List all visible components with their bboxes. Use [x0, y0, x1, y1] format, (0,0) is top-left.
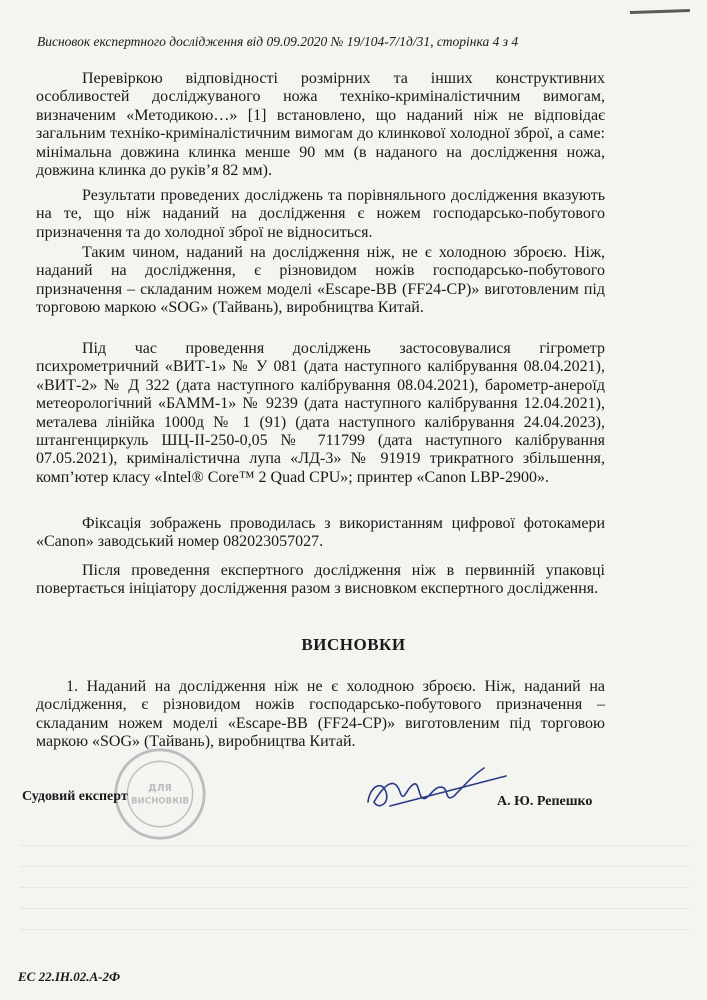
svg-text:ВИСНОВКІВ: ВИСНОВКІВ: [130, 796, 190, 807]
corner-mark: [630, 9, 690, 20]
expert-name: А. Ю. Репешко: [497, 794, 593, 809]
paragraph-results: Результати проведених досліджень та порівняльного дослідження вказують на те, що ніж наданий на дослідження є ножем господарсько-побутового призначення та до холодної зброї не відноситься.: [36, 187, 605, 241]
conclusion-item-1: 1. Наданий на дослідження ніж не є холодною зброєю. Ніж, наданий на дослідження, є різновидом ножів господарсько-побутового призначення – складаним ножем моделі «Escape-BB (FF24-CP)» виготовленим під торговою маркою «SOG» (Тайвань), виробництва Китай.: [36, 678, 605, 751]
form-code: ЕС 22.IH.02.A-2Ф: [18, 969, 121, 984]
paragraph-summary: Таким чином, наданий на дослідження ніж, не є холодною зброєю. Ніж, наданий на дослідження, є різновидом ножів господарсько-побутового призначення – складаним ножем моделі «Escape-BB (FF24-CP)» виготовленим під торговою маркою «SOG» (Тайвань), виробництва Китай.: [36, 244, 605, 317]
bleed-through-text: [20, 845, 690, 950]
paragraph-photo: Фіксація зображень проводилась з використанням цифрової фотокамери «Canon» заводський номер 082023057027.: [36, 515, 605, 551]
paragraph-return: Після проведення експертного дослідження ніж в первинній упаковці повертається ініціатору дослідження разом з висновком експертного дослідження.: [36, 562, 605, 598]
page-header: Висновок експертного дослідження від 09.09.2020 № 19/104-7/1д/31, сторінка 4 з 4: [37, 34, 519, 49]
svg-text:ДЛЯ: ДЛЯ: [148, 783, 172, 795]
paragraph-verification: Перевіркою відповідності розмірних та інших конструктивних особливостей досліджуваного ножа техніко-криміналістичним вимогам, визначеним «Методикою…» [1] встановлено, що наданий ніж не відповідає загальним техніко-криміналістичним вимогам до клинкової холодної зброї, а саме: мінімальна довжина клинка менше 90 мм (в наданого на дослідження ножа, довжина клинка до руків’я 82 мм).: [36, 70, 605, 180]
handwritten-signature: [360, 758, 510, 820]
expert-role-label: Судовий експерт: [22, 789, 128, 804]
paragraph-instruments: Під час проведення досліджень застосовувалися гігрометр психрометричний «ВИТ-1» № У 081 (дата наступного калібрування 08.04.2021), «ВИТ-2» № Д 322 (дата наступного калібрування 08.04.2021), барометр-анероїд метеорологічний «БАММ-1» № 9239 (дата наступного калібрування 12.04.2021), металева лінійка 1000д № 1 (91) (дата наступного калібрування 24.04.2023), штангенциркуль ШЦ-ІІ-250-0,05 № 711799 (дата наступного калібрування 07.05.2021), криміналістична лупа «ЛД-3» № 91919 трикратного збільшення, комп’ютер класу «Intel® Core™ 2 Quad CPU»; принтер «Canon LBP-2900».: [36, 340, 605, 486]
conclusions-heading: ВИСНОВКИ: [301, 635, 406, 654]
